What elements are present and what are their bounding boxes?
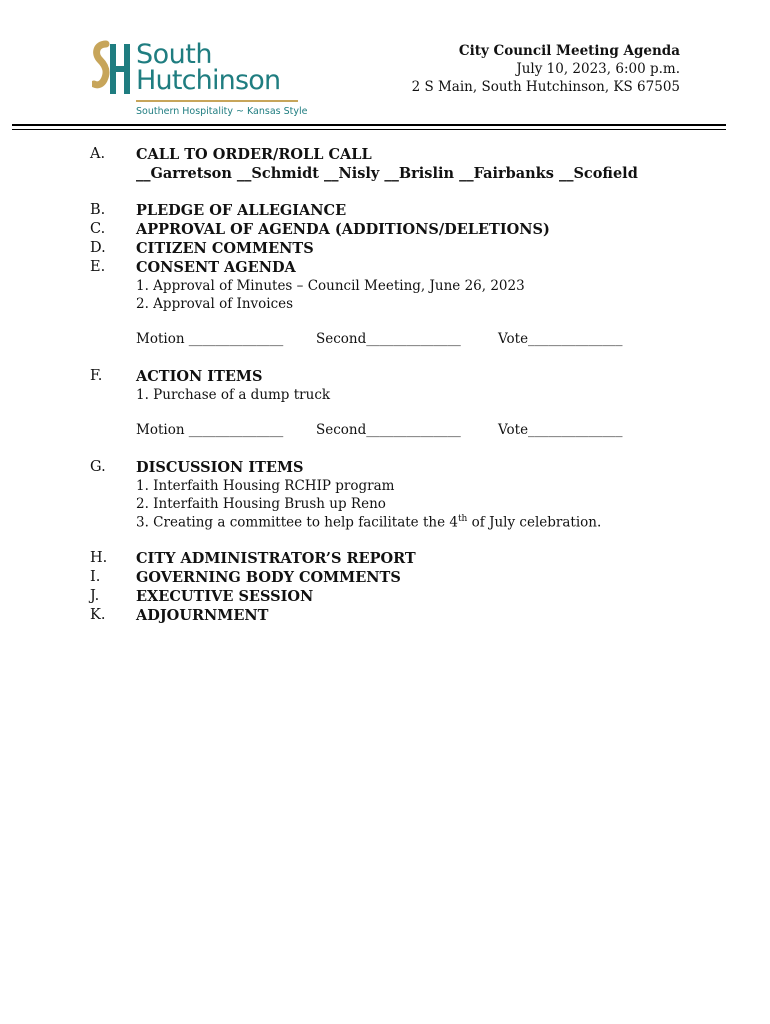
item3-text-end: of July celebration. — [467, 514, 602, 531]
meeting-address: 2 S Main, South Hutchinson, KS 67505 — [411, 79, 680, 95]
item-letter-b: B. — [90, 202, 106, 218]
vote-line: Vote______________ — [498, 331, 623, 347]
list-item: 2. Interfaith Housing Brush up Reno — [136, 496, 386, 512]
logo-divider — [136, 100, 298, 102]
second-line: Second______________ — [316, 331, 461, 347]
item-g-title: DISCUSSION ITEMS — [136, 459, 304, 476]
item-letter-c: C. — [90, 221, 106, 237]
meeting-datetime: July 10, 2023, 6:00 p.m. — [516, 61, 680, 77]
list-item: 1. Purchase of a dump truck — [136, 387, 331, 403]
item-d-title: CITIZEN COMMENTS — [136, 240, 314, 257]
vote-line: Vote______________ — [498, 422, 623, 438]
item3-superscript: th — [457, 514, 468, 524]
item-letter-k: K. — [90, 607, 106, 623]
meeting-header — [412, 42, 680, 96]
item-letter-e: E. — [90, 259, 106, 275]
item-i-title: GOVERNING BODY COMMENTS — [136, 569, 401, 586]
item-letter-g: G. — [90, 459, 106, 475]
item-e-title: CONSENT AGENDA — [136, 259, 296, 276]
second-line: Second______________ — [316, 422, 461, 438]
item-letter-i: I. — [90, 569, 101, 585]
item-c-title: APPROVAL OF AGENDA (ADDITIONS/DELETIONS) — [136, 221, 550, 238]
motion-line: Motion ______________ — [136, 422, 284, 438]
roll-call-list: __Garretson __Schmidt __Nisly __Brislin __Fairbanks __Scofield — [136, 165, 638, 182]
item-letter-d: D. — [90, 240, 106, 256]
logo-wordmark-hutchinson: Hutchinson — [136, 65, 281, 96]
item-letter-a: A. — [90, 146, 106, 162]
list-item — [136, 514, 601, 531]
item-f-title: ACTION ITEMS — [136, 368, 263, 385]
item-letter-f: F. — [90, 368, 103, 384]
item-k-title: ADJOURNMENT — [136, 607, 269, 624]
list-item: 2. Approval of Invoices — [136, 296, 294, 312]
item-a-title: CALL TO ORDER/ROLL CALL — [136, 146, 372, 163]
header-divider-thin — [12, 129, 726, 130]
logo-wordmark-south: South — [136, 39, 212, 70]
item3-text-start: 3. Creating a committee to help facilitate the 4 — [136, 514, 458, 531]
list-item: 1. Interfaith Housing RCHIP program — [136, 478, 395, 494]
city-logo — [92, 40, 306, 126]
item-b-title: PLEDGE OF ALLEGIANCE — [136, 202, 347, 219]
item-h-title: CITY ADMINISTRATOR’S REPORT — [136, 550, 416, 567]
item-letter-h: H. — [90, 550, 108, 566]
item-j-title: EXECUTIVE SESSION — [136, 588, 314, 605]
list-item: 1. Approval of Minutes – Council Meeting, June 26, 2023 — [136, 278, 525, 294]
logo-tagline: Southern Hospitality ~ Kansas Style — [136, 106, 308, 117]
sh-monogram-icon — [92, 40, 134, 98]
header-divider — [12, 124, 726, 126]
motion-line: Motion ______________ — [136, 331, 284, 347]
item-letter-j: J. — [90, 588, 100, 604]
meeting-title: City Council Meeting Agenda — [458, 43, 680, 59]
